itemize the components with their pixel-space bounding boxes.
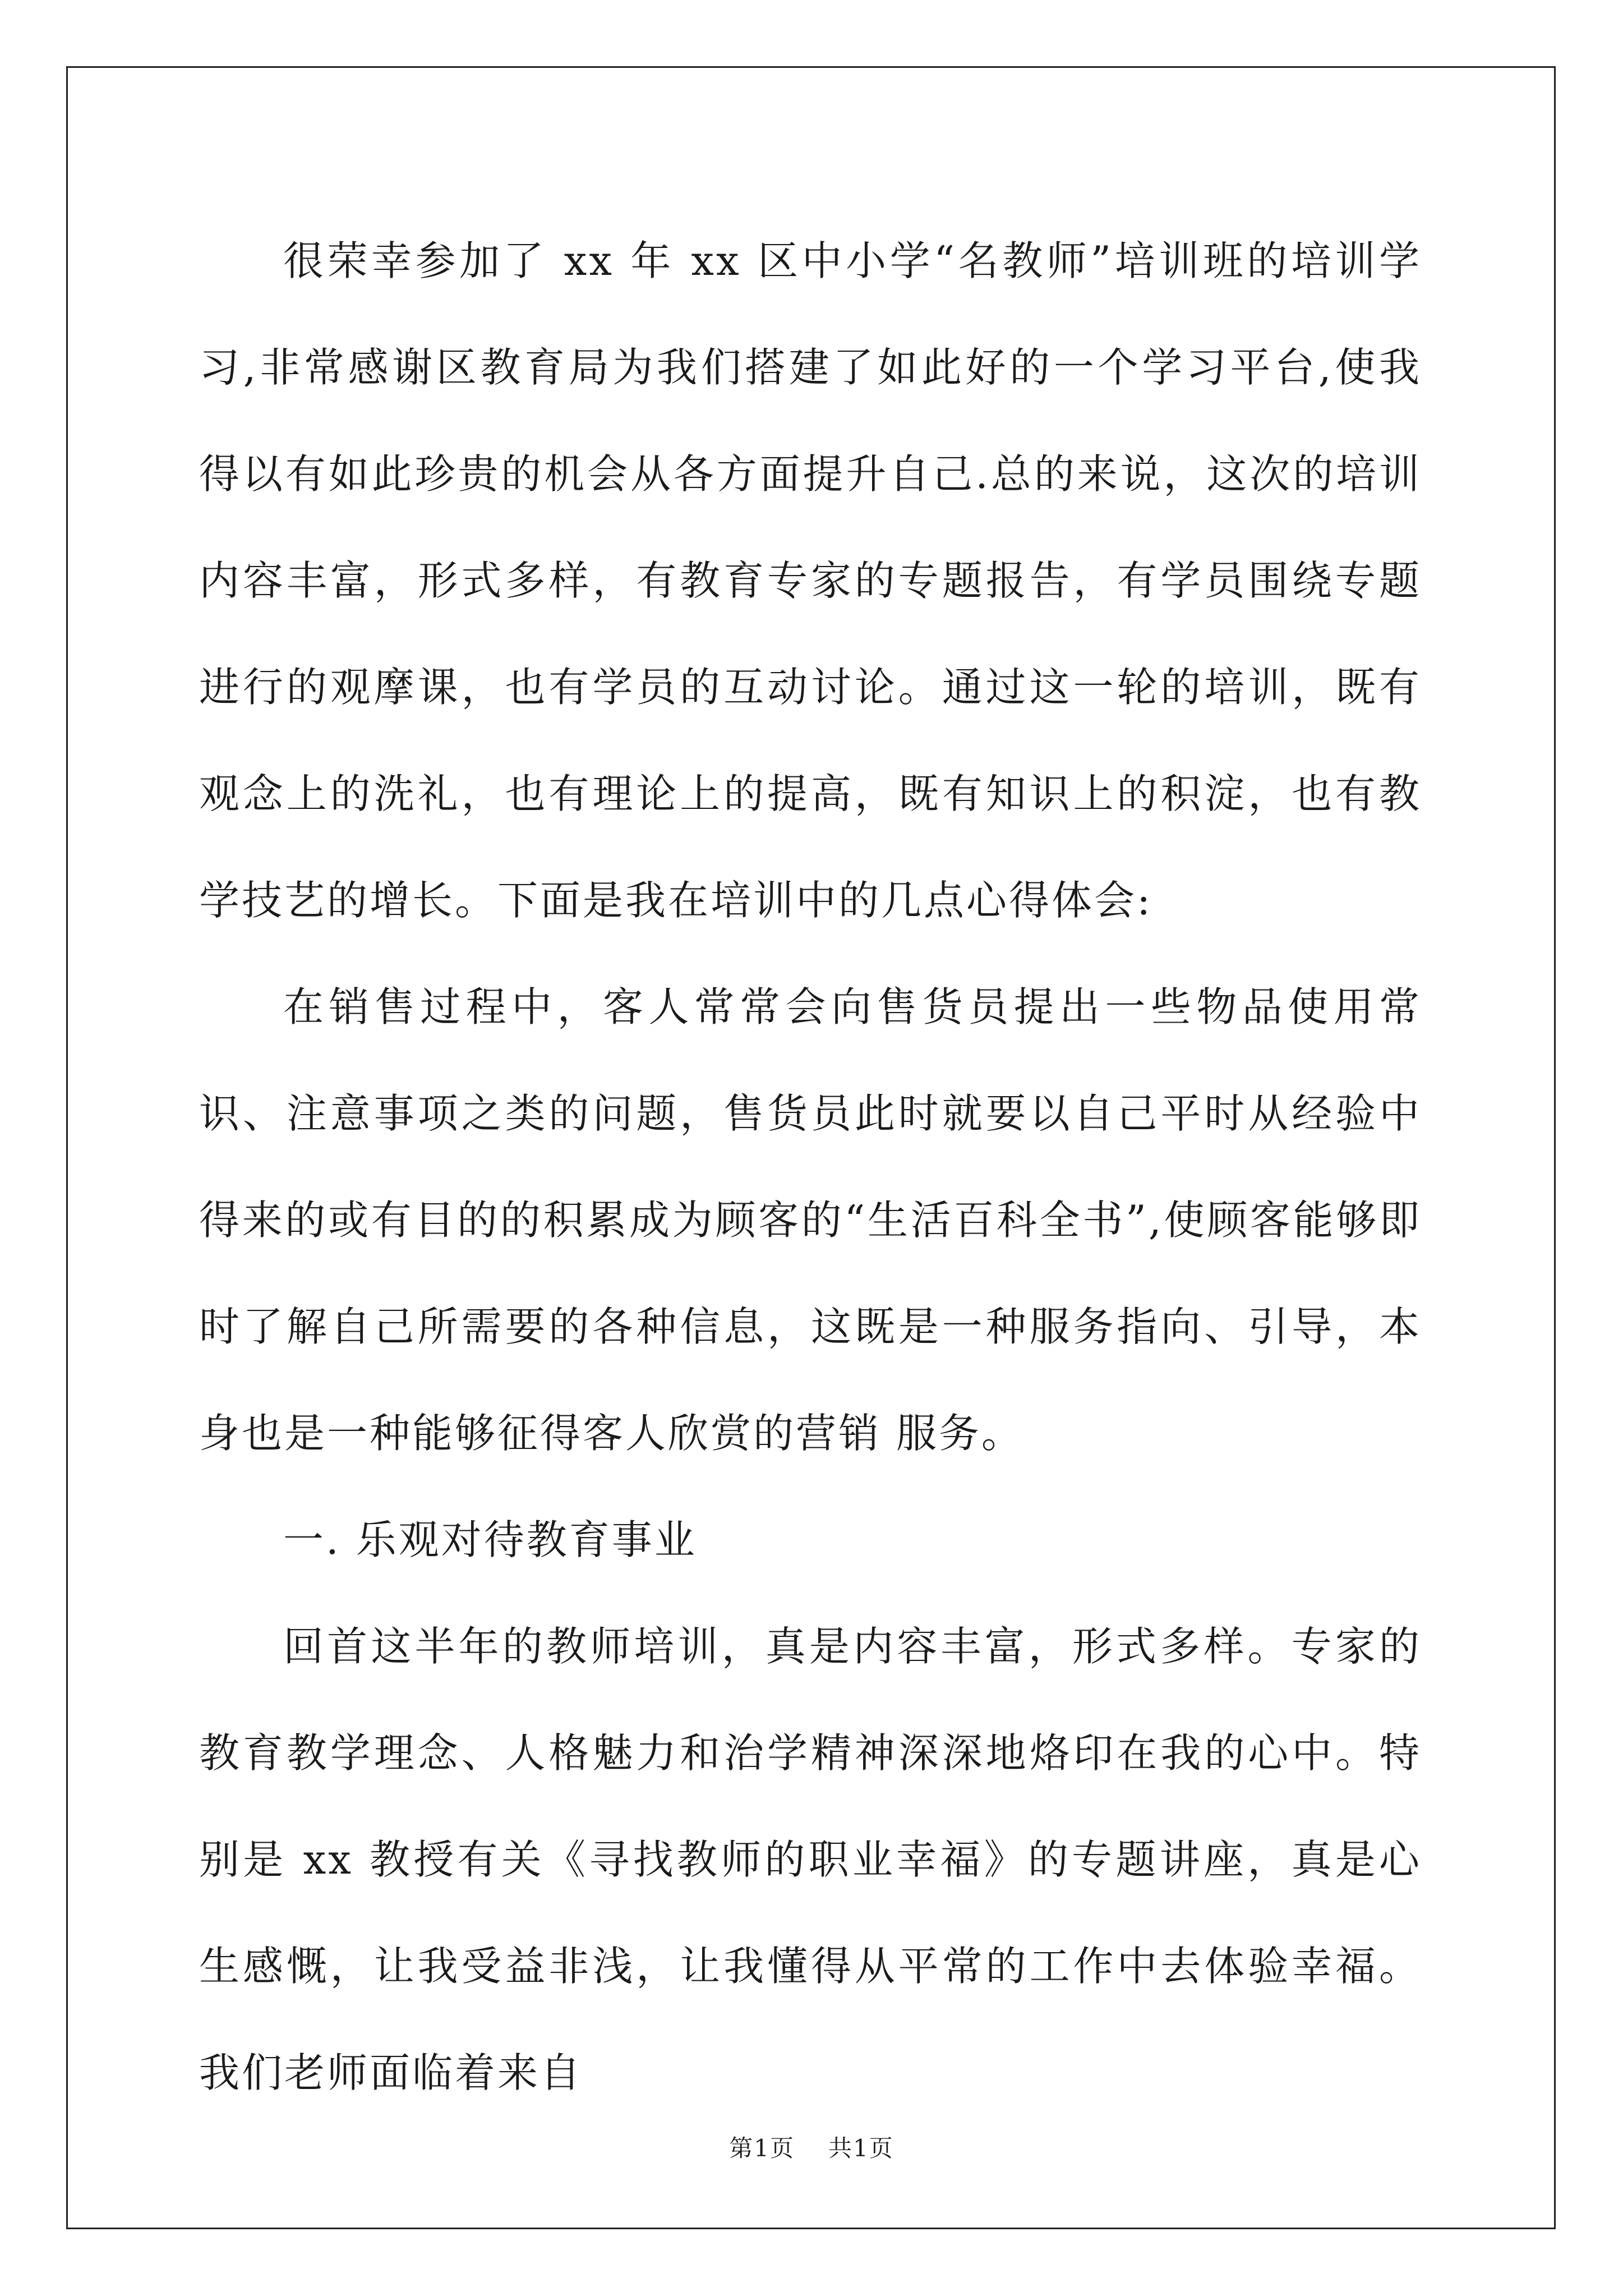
document-body — [199, 208, 1422, 2126]
paragraph-sales: 在销售过程中，客人常常会向售货员提出一些物品使用常识、注意事项之类的问题，售货员此时就要以自己平时从经验中得来的或有目的的积累成为顾客的“生活百科全书”,使顾客能够即时了解自己所需要的各种信息，这既是一种服务指向、引导，本身也是一种能够征得客人欣赏的营销 服务。 — [199, 983, 1422, 1457]
section-heading: 一. 乐观对待教育事业 — [283, 1516, 697, 1563]
paragraph-intro: 很荣幸参加了 xx 年 xx 区中小学“名教师”培训班的培训学习,非常感谢区教育局为我们搭建了如此好的一个学习平台,使我得以有如此珍贵的机会从各方面提升自己.总的来说，这次的培训内容丰富，形式多样，有教育专家的专题报告，有学员围绕专题进行的观摩课，也有学员的互动讨论。通过这一轮的培训，既有观念上的洗礼，也有理论上的提高，既有知识上的积淀，也有教学技艺的增长。下面是我在培训中的几点心得体会: — [199, 237, 1422, 924]
page-total: 共1页 — [828, 2134, 894, 2162]
page-footer — [0, 2132, 1623, 2165]
paragraph-review: 回首这半年的教师培训，真是内容丰富，形式多样。专家的教育教学理念、人格魅力和治学精神深深地烙印在我的心中。特别是 xx 教授有关《寻找教师的职业幸福》的专题讲座，真是心生感慨，让我受益非浅，让我懂得从平常的工作中去体验幸福。我们老师面临着来自 — [199, 1623, 1422, 2096]
page-number: 第1页 — [729, 2134, 795, 2162]
